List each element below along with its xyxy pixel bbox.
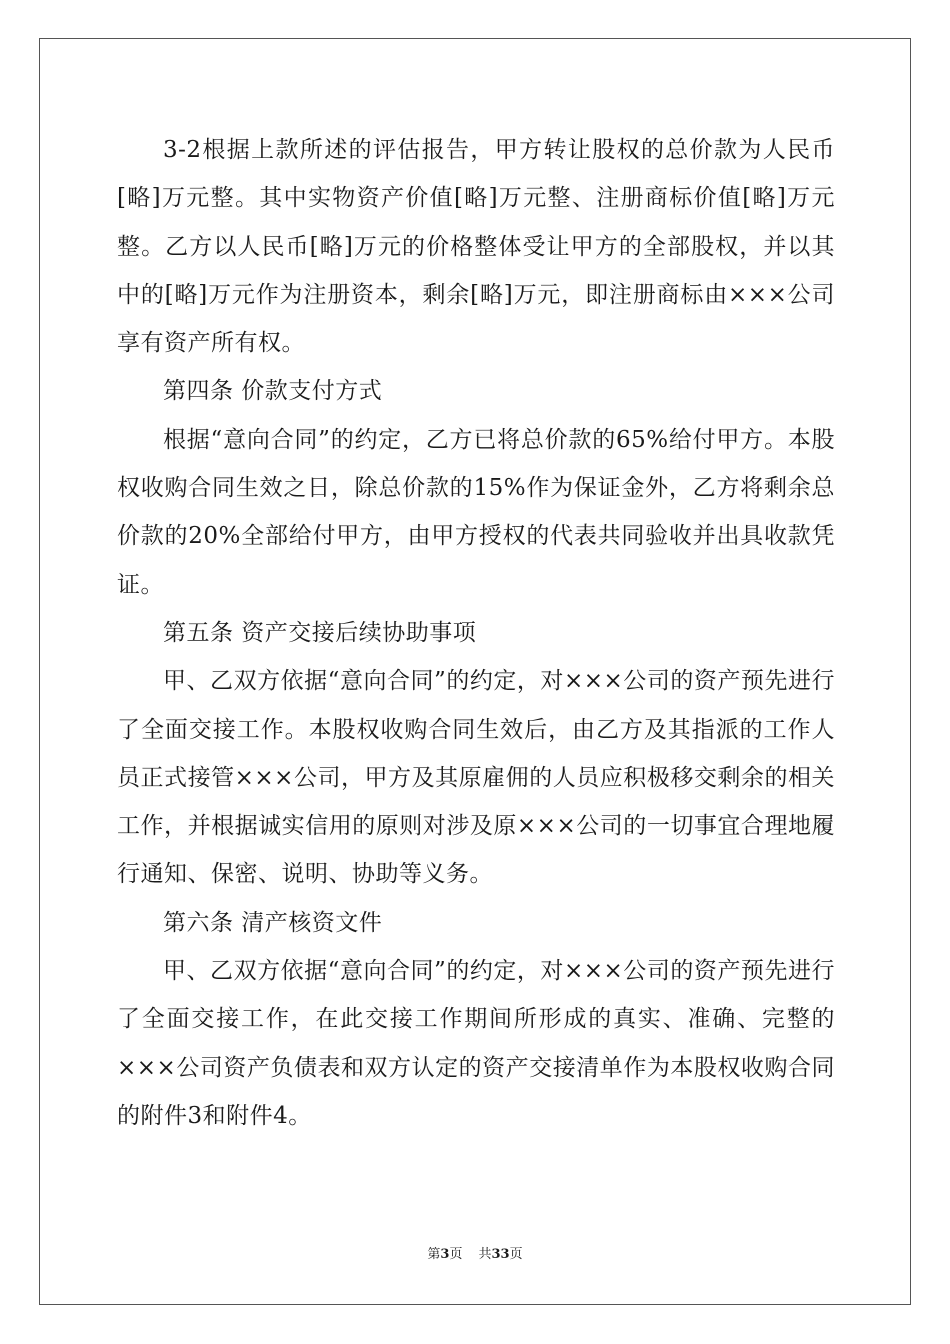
page-number: 3 xyxy=(440,1247,450,1262)
paragraph-asset-verification: 甲、乙双方依据“意向合同”的约定，对×××公司的资产预先进行了全面交接工作，在此交接工作期间所形成的真实、准确、完整的×××公司资产负债表和双方认定的资产交接清单作为本股权收购合同的附件3和附件4。 xyxy=(117,958,835,1129)
paragraph-payment-method: 根据“意向合同”的约定，乙方已将总价款的65%给付甲方。本股权收购合同生效之日，除总价款的15%作为保证金外，乙方将剩余总价款的20%全部给付甲方，由甲方授权的代表共同验收并出具收款凭证。 xyxy=(117,426,835,598)
page-prefix: 第 xyxy=(427,1247,441,1262)
total-pages: 33 xyxy=(491,1247,510,1262)
paragraph-price-clause: 3-2根据上款所述的评估报告，甲方转让股权的总价款为人民币[略]万元整。其中实物资产价值[略]万元整、注册商标价值[略]万元整。乙方以人民币[略]万元的价格整体受让甲方的全部股权，并以其中的[略]万元作为注册资本，剩余[略]万元，即注册商标由×××公司享有资产所有权。 xyxy=(117,137,835,357)
paragraph-handover-assistance: 甲、乙双方依据“意向合同”的约定，对×××公司的资产预先进行了全面交接工作。本股权收购合同生效后，由乙方及其指派的工作人员正式接管×××公司，甲方及其原雇佣的人员应积极移交剩余的相关工作，并根据诚实信用的原则对涉及原×××公司的一切事宜合理地履行通知、保密、说明、协助等义务。 xyxy=(117,668,835,888)
heading-article-6: 第六条 清产核资文件 xyxy=(163,909,383,936)
total-suffix: 页 xyxy=(509,1247,523,1262)
total-prefix: 共 xyxy=(478,1247,492,1262)
document-body xyxy=(117,126,835,1140)
heading-article-5: 第五条 资产交接后续协助事项 xyxy=(163,619,477,646)
heading-article-4: 第四条 价款支付方式 xyxy=(163,378,383,405)
page-footer xyxy=(0,1246,950,1264)
page-suffix: 页 xyxy=(449,1247,463,1262)
